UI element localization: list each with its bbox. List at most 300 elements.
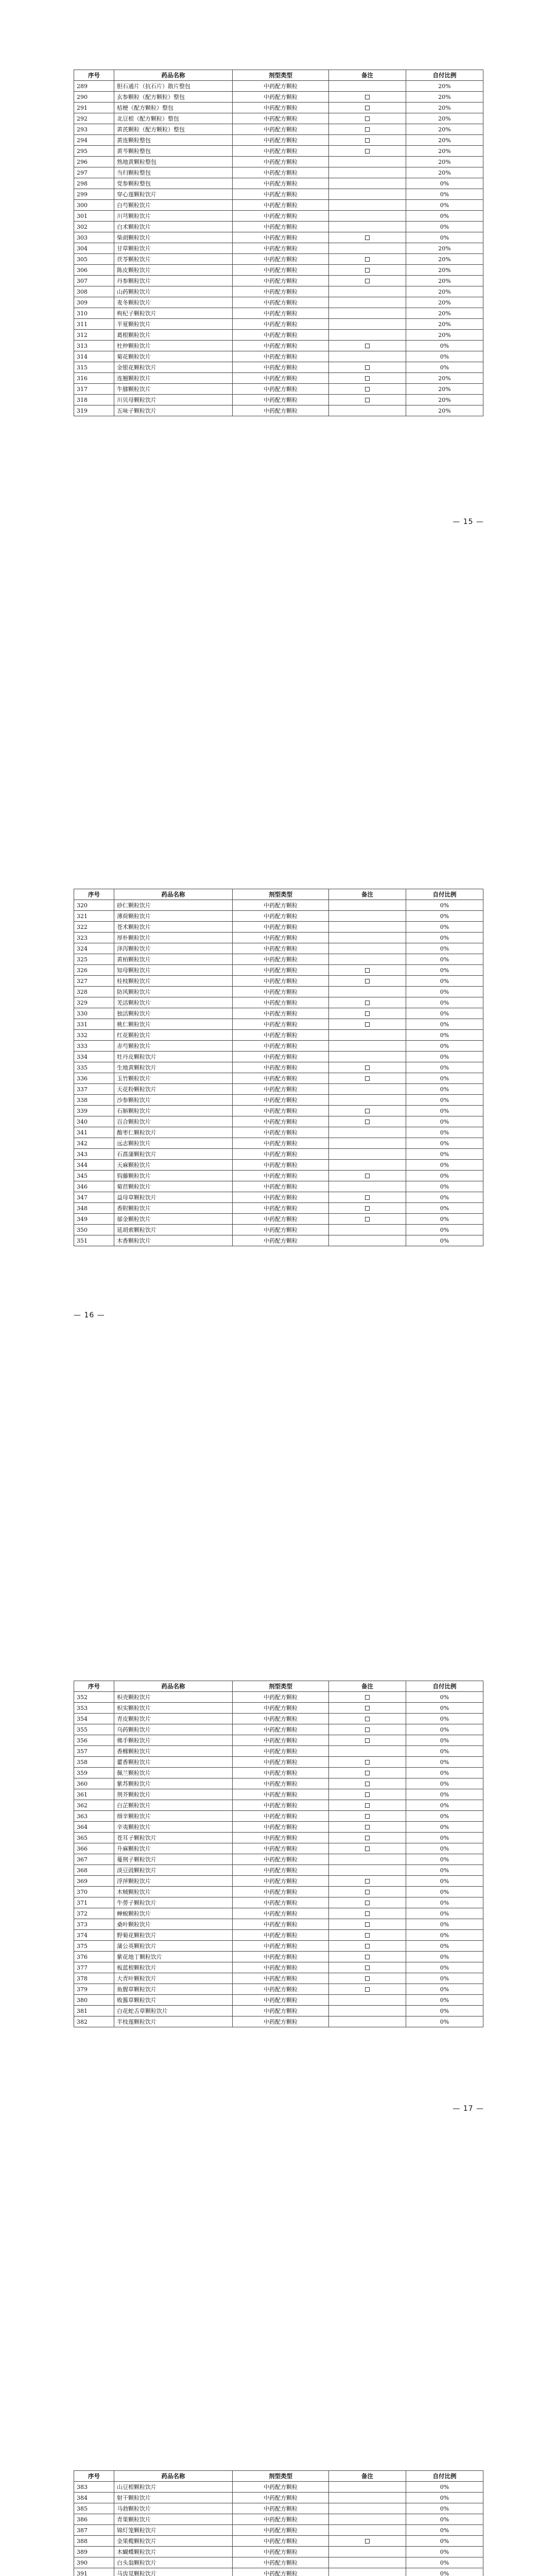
note-cell [329, 965, 406, 976]
drug-type-cell: 中药配方颗粒 [233, 997, 329, 1008]
copay-ratio-cell: 0% [406, 2006, 483, 2016]
drug-type-cell: 中药配方颗粒 [233, 232, 329, 243]
note-cell [329, 1041, 406, 1052]
drug-type-cell: 中药配方颗粒 [233, 1062, 329, 1073]
drug-name-cell: 板蓝根颗粒饮片 [114, 1962, 233, 1973]
drug-name-cell: 乌药颗粒饮片 [114, 1724, 233, 1735]
copay-ratio-cell: 0% [406, 2503, 483, 2514]
drug-type-cell: 中药配方颗粒 [233, 1876, 329, 1887]
row-number-cell: 326 [74, 965, 114, 976]
row-number-cell: 294 [74, 135, 114, 146]
note-cell [329, 1714, 406, 1724]
copay-ratio-cell: 0% [406, 2568, 483, 2576]
drug-type-cell: 中药配方颗粒 [233, 1030, 329, 1041]
table-row [74, 1865, 483, 1876]
table-row [74, 1149, 483, 1160]
row-number-cell: 298 [74, 178, 114, 189]
drug-name-cell: 金银花颗粒饮片 [114, 362, 233, 373]
checkbox-icon [365, 1922, 370, 1927]
note-cell [329, 1214, 406, 1225]
drug-name-cell: 玄参颗粒（配方颗粒）整包 [114, 92, 233, 103]
table-row [74, 232, 483, 243]
note-cell [329, 1019, 406, 1030]
drug-name-cell: 藿香颗粒饮片 [114, 1757, 233, 1768]
copay-ratio-cell: 20% [406, 373, 483, 384]
copay-ratio-cell: 0% [406, 211, 483, 222]
page-number: — 15 — [453, 518, 484, 526]
note-cell [329, 1181, 406, 1192]
row-number-cell: 337 [74, 1084, 114, 1095]
drug-name-cell: 郁金颗粒饮片 [114, 1214, 233, 1225]
drug-type-cell: 中药配方颗粒 [233, 1984, 329, 1995]
checkbox-icon [365, 387, 370, 392]
drug-name-cell: 荆芥颗粒饮片 [114, 1789, 233, 1800]
drug-name-cell: 茯苓颗粒饮片 [114, 254, 233, 265]
checkbox-icon [365, 95, 370, 99]
table-row [74, 911, 483, 922]
row-number-cell: 346 [74, 1181, 114, 1192]
checkbox-icon [365, 127, 370, 132]
copay-ratio-cell: 20% [406, 319, 483, 330]
drug-name-cell: 泽泻颗粒饮片 [114, 943, 233, 954]
drug-type-cell: 中药配方颗粒 [233, 1703, 329, 1714]
column-header: 序号 [74, 1681, 114, 1692]
note-cell [329, 1908, 406, 1919]
drug-type-cell: 中药配方颗粒 [233, 222, 329, 232]
note-cell [329, 1073, 406, 1084]
table-row [74, 1897, 483, 1908]
copay-ratio-cell: 0% [406, 1008, 483, 1019]
drug-name-cell: 浮萍颗粒饮片 [114, 1876, 233, 1887]
checkbox-icon [365, 106, 370, 110]
column-header: 剂型类型 [233, 2471, 329, 2482]
drug-name-cell: 败酱草颗粒饮片 [114, 1995, 233, 2006]
copay-ratio-cell: 20% [406, 167, 483, 178]
row-number-cell: 295 [74, 146, 114, 157]
note-cell [329, 1887, 406, 1897]
drug-name-cell: 香橼颗粒饮片 [114, 1746, 233, 1757]
copay-ratio-cell: 20% [406, 308, 483, 319]
drug-type-cell: 中药配方颗粒 [233, 81, 329, 92]
checkbox-icon [365, 1022, 370, 1027]
table-row [74, 1171, 483, 1181]
drug-type-cell: 中药配方颗粒 [233, 1181, 329, 1192]
drug-type-cell: 中药配方颗粒 [233, 1746, 329, 1757]
copay-ratio-cell: 0% [406, 1919, 483, 1930]
table-row [74, 1030, 483, 1041]
copay-ratio-cell: 0% [406, 987, 483, 997]
note-cell [329, 1746, 406, 1757]
note-cell [329, 1941, 406, 1952]
table-body [74, 81, 483, 416]
copay-ratio-cell: 0% [406, 2493, 483, 2503]
drug-type-cell: 中药配方颗粒 [233, 297, 329, 308]
note-cell [329, 1897, 406, 1908]
table-row [74, 1052, 483, 1062]
table-row [74, 351, 483, 362]
table-row [74, 1127, 483, 1138]
table-row [74, 1192, 483, 1203]
copay-ratio-cell: 0% [406, 965, 483, 976]
drug-name-cell: 白头翁颗粒饮片 [114, 2557, 233, 2568]
copay-ratio-cell: 0% [406, 933, 483, 943]
drug-name-cell: 菊花颗粒饮片 [114, 351, 233, 362]
checkbox-icon [365, 1846, 370, 1851]
table-row [74, 1095, 483, 1106]
row-number-cell: 335 [74, 1062, 114, 1073]
table-row [74, 124, 483, 135]
table-row [74, 1225, 483, 1235]
table-row [74, 1854, 483, 1865]
drug-name-cell: 苍耳子颗粒饮片 [114, 1833, 233, 1843]
drug-name-cell: 马勃颗粒饮片 [114, 2503, 233, 2514]
checkbox-icon [365, 1965, 370, 1970]
copay-ratio-cell: 0% [406, 1138, 483, 1149]
column-header: 药品名称 [114, 2471, 233, 2482]
copay-ratio-cell: 0% [406, 1030, 483, 1041]
note-cell [329, 1192, 406, 1203]
note-cell [329, 1876, 406, 1887]
drug-type-cell: 中药配方颗粒 [233, 1757, 329, 1768]
copay-ratio-cell: 0% [406, 943, 483, 954]
table-row [74, 1073, 483, 1084]
checkbox-icon [365, 979, 370, 984]
table-body [74, 2482, 483, 2576]
note-cell [329, 319, 406, 330]
copay-ratio-cell: 20% [406, 286, 483, 297]
drug-name-cell: 丹参颗粒饮片 [114, 276, 233, 286]
copay-ratio-cell: 0% [406, 1203, 483, 1214]
table-row [74, 167, 483, 178]
drug-type-cell: 中药配方颗粒 [233, 178, 329, 189]
table-row [74, 330, 483, 341]
drug-name-cell: 天花粉颗粒饮片 [114, 1084, 233, 1095]
drug-type-cell: 中药配方颗粒 [233, 1160, 329, 1171]
note-cell [329, 1235, 406, 1246]
copay-ratio-cell: 0% [406, 1930, 483, 1941]
copay-ratio-cell: 0% [406, 900, 483, 911]
checkbox-icon [365, 279, 370, 283]
drug-type-cell: 中药配方颗粒 [233, 2016, 329, 2027]
note-cell [329, 1930, 406, 1941]
row-number-cell: 381 [74, 2006, 114, 2016]
table-row [74, 1833, 483, 1843]
drug-name-cell: 益母草颗粒饮片 [114, 1192, 233, 1203]
copay-ratio-cell: 0% [406, 1041, 483, 1052]
drug-type-cell: 中药配方颗粒 [233, 1095, 329, 1106]
table-row [74, 1714, 483, 1724]
note-cell [329, 103, 406, 113]
column-header: 备注 [329, 2471, 406, 2482]
checkbox-icon [365, 1955, 370, 1959]
row-number-cell: 328 [74, 987, 114, 997]
table-row [74, 1703, 483, 1714]
drug-type-cell: 中药配方颗粒 [233, 211, 329, 222]
note-cell [329, 1800, 406, 1811]
table-row [74, 373, 483, 384]
drug-name-cell: 白花蛇舌草颗粒饮片 [114, 2006, 233, 2016]
row-number-cell: 351 [74, 1235, 114, 1246]
drug-name-cell: 红花颗粒饮片 [114, 1030, 233, 1041]
drug-name-cell: 甘草颗粒饮片 [114, 243, 233, 254]
checkbox-icon [365, 1065, 370, 1070]
drug-table [74, 889, 483, 1246]
copay-ratio-cell: 0% [406, 1052, 483, 1062]
drug-type-cell: 中药配方颗粒 [233, 922, 329, 933]
checkbox-icon [365, 1195, 370, 1200]
copay-ratio-cell: 0% [406, 1789, 483, 1800]
row-number-cell: 382 [74, 2016, 114, 2027]
drug-type-cell: 中药配方颗粒 [233, 1789, 329, 1800]
copay-ratio-cell: 0% [406, 2557, 483, 2568]
note-cell [329, 1778, 406, 1789]
drug-type-cell: 中药配方颗粒 [233, 1106, 329, 1116]
table-row [74, 1160, 483, 1171]
table-row [74, 157, 483, 167]
table-row [74, 1768, 483, 1778]
drug-name-cell: 佩兰颗粒饮片 [114, 1768, 233, 1778]
table-row [74, 1843, 483, 1854]
note-cell [329, 1008, 406, 1019]
table-row [74, 1041, 483, 1052]
copay-ratio-cell: 0% [406, 1735, 483, 1746]
drug-type-cell: 中药配方颗粒 [233, 1897, 329, 1908]
row-number-cell: 301 [74, 211, 114, 222]
table-row [74, 395, 483, 405]
row-number-cell: 307 [74, 276, 114, 286]
drug-name-cell: 石菖蒲颗粒饮片 [114, 1149, 233, 1160]
drug-type-cell: 中药配方颗粒 [233, 1084, 329, 1095]
row-number-cell: 303 [74, 232, 114, 243]
table-row [74, 2493, 483, 2503]
row-number-cell: 384 [74, 2493, 114, 2503]
copay-ratio-cell: 20% [406, 265, 483, 276]
checkbox-icon [365, 365, 370, 370]
copay-ratio-cell: 0% [406, 1887, 483, 1897]
table-row [74, 178, 483, 189]
drug-type-cell: 中药配方颗粒 [233, 167, 329, 178]
copay-ratio-cell: 0% [406, 178, 483, 189]
drug-name-cell: 黄芪颗粒（配方颗粒）整包 [114, 124, 233, 135]
drug-table [74, 70, 483, 416]
drug-type-cell: 中药配方颗粒 [233, 189, 329, 200]
checkbox-icon [365, 116, 370, 121]
row-number-cell: 318 [74, 395, 114, 405]
note-cell [329, 2482, 406, 2493]
copay-ratio-cell: 0% [406, 1995, 483, 2006]
row-number-cell: 299 [74, 189, 114, 200]
note-cell [329, 362, 406, 373]
drug-name-cell: 枳实颗粒饮片 [114, 1703, 233, 1714]
note-cell [329, 2006, 406, 2016]
row-number-cell: 365 [74, 1833, 114, 1843]
copay-ratio-cell: 0% [406, 1822, 483, 1833]
row-number-cell: 293 [74, 124, 114, 135]
row-number-cell: 290 [74, 92, 114, 103]
drug-type-cell: 中药配方颗粒 [233, 900, 329, 911]
row-number-cell: 391 [74, 2568, 114, 2576]
note-cell [329, 124, 406, 135]
note-cell [329, 395, 406, 405]
drug-name-cell: 紫苏颗粒饮片 [114, 1778, 233, 1789]
drug-name-cell: 佛手颗粒饮片 [114, 1735, 233, 1746]
table-row [74, 254, 483, 265]
copay-ratio-cell: 0% [406, 954, 483, 965]
copay-ratio-cell: 0% [406, 2536, 483, 2547]
checkbox-icon [365, 1001, 370, 1005]
drug-type-cell: 中药配方颗粒 [233, 1995, 329, 2006]
copay-ratio-cell: 0% [406, 1908, 483, 1919]
drug-type-cell: 中药配方颗粒 [233, 330, 329, 341]
note-cell [329, 911, 406, 922]
drug-type-cell: 中药配方颗粒 [233, 2557, 329, 2568]
drug-name-cell: 枳壳颗粒饮片 [114, 1692, 233, 1703]
column-header: 剂型类型 [233, 889, 329, 900]
row-number-cell: 338 [74, 1095, 114, 1106]
copay-ratio-cell: 0% [406, 1235, 483, 1246]
row-number-cell: 302 [74, 222, 114, 232]
column-header: 序号 [74, 2471, 114, 2482]
checkbox-icon [365, 1738, 370, 1743]
drug-type-cell: 中药配方颗粒 [233, 1811, 329, 1822]
drug-type-cell: 中药配方颗粒 [233, 1735, 329, 1746]
copay-ratio-cell: 20% [406, 124, 483, 135]
drug-type-cell: 中药配方颗粒 [233, 1908, 329, 1919]
drug-type-cell: 中药配方颗粒 [233, 1019, 329, 1030]
row-number-cell: 321 [74, 911, 114, 922]
note-cell [329, 1160, 406, 1171]
copay-ratio-cell: 0% [406, 1714, 483, 1724]
row-number-cell: 354 [74, 1714, 114, 1724]
table-row [74, 384, 483, 395]
row-number-cell: 344 [74, 1160, 114, 1171]
table-row [74, 189, 483, 200]
row-number-cell: 350 [74, 1225, 114, 1235]
table-row [74, 1941, 483, 1952]
drug-type-cell: 中药配方颗粒 [233, 1973, 329, 1984]
drug-type-cell: 中药配方颗粒 [233, 92, 329, 103]
copay-ratio-cell: 0% [406, 2525, 483, 2536]
copay-ratio-cell: 0% [406, 1149, 483, 1160]
note-cell [329, 373, 406, 384]
copay-ratio-cell: 0% [406, 1116, 483, 1127]
table-row [74, 922, 483, 933]
row-number-cell: 341 [74, 1127, 114, 1138]
checkbox-icon [365, 1814, 370, 1819]
row-number-cell: 311 [74, 319, 114, 330]
table-row [74, 1778, 483, 1789]
table-row [74, 2547, 483, 2557]
copay-ratio-cell: 0% [406, 1181, 483, 1192]
note-cell [329, 330, 406, 341]
note-cell [329, 1952, 406, 1962]
drug-type-cell: 中药配方颗粒 [233, 965, 329, 976]
table-row [74, 1106, 483, 1116]
table-row [74, 286, 483, 297]
drug-type-cell: 中药配方颗粒 [233, 373, 329, 384]
copay-ratio-cell: 20% [406, 330, 483, 341]
table-row [74, 2016, 483, 2027]
copay-ratio-cell: 20% [406, 81, 483, 92]
drug-type-cell: 中药配方颗粒 [233, 1127, 329, 1138]
note-cell [329, 211, 406, 222]
checkbox-icon [365, 235, 370, 240]
row-number-cell: 332 [74, 1030, 114, 1041]
table-row [74, 1952, 483, 1962]
drug-type-cell: 中药配方颗粒 [233, 319, 329, 330]
note-cell [329, 189, 406, 200]
checkbox-icon [365, 1706, 370, 1710]
table-row [74, 997, 483, 1008]
row-number-cell: 327 [74, 976, 114, 987]
checkbox-icon [365, 149, 370, 154]
drug-type-cell: 中药配方颗粒 [233, 1214, 329, 1225]
table-row [74, 222, 483, 232]
note-cell [329, 1854, 406, 1865]
table-row [74, 1203, 483, 1214]
drug-type-cell: 中药配方颗粒 [233, 351, 329, 362]
row-number-cell: 383 [74, 2482, 114, 2493]
checkbox-icon [365, 1011, 370, 1016]
copay-ratio-cell: 0% [406, 1778, 483, 1789]
checkbox-icon [365, 1076, 370, 1081]
note-cell [329, 933, 406, 943]
table-row [74, 900, 483, 911]
drug-type-cell: 中药配方颗粒 [233, 200, 329, 211]
drug-name-cell: 菊苣颗粒饮片 [114, 1181, 233, 1192]
row-number-cell: 296 [74, 157, 114, 167]
copay-ratio-cell: 0% [406, 1962, 483, 1973]
drug-name-cell: 马齿苋颗粒饮片 [114, 2568, 233, 2576]
row-number-cell: 322 [74, 922, 114, 933]
drug-name-cell: 牡丹皮颗粒饮片 [114, 1052, 233, 1062]
row-number-cell: 377 [74, 1962, 114, 1973]
table-row [74, 1757, 483, 1768]
drug-type-cell: 中药配方颗粒 [233, 1052, 329, 1062]
table-row [74, 81, 483, 92]
drug-name-cell: 生地黄颗粒饮片 [114, 1062, 233, 1073]
checkbox-icon [365, 1911, 370, 1916]
drug-name-cell: 牛蒡子颗粒饮片 [114, 1897, 233, 1908]
row-number-cell: 300 [74, 200, 114, 211]
checkbox-icon [365, 1174, 370, 1178]
drug-type-cell: 中药配方颗粒 [233, 308, 329, 319]
note-cell [329, 1084, 406, 1095]
row-number-cell: 323 [74, 933, 114, 943]
table-row [74, 954, 483, 965]
note-cell [329, 1833, 406, 1843]
table-row [74, 1214, 483, 1225]
copay-ratio-cell: 0% [406, 2016, 483, 2027]
checkbox-icon [365, 1976, 370, 1981]
column-header: 备注 [329, 70, 406, 81]
note-cell [329, 1757, 406, 1768]
copay-ratio-cell: 20% [406, 395, 483, 405]
drug-name-cell: 石斛颗粒饮片 [114, 1106, 233, 1116]
drug-name-cell: 白芷颗粒饮片 [114, 1800, 233, 1811]
table-row [74, 135, 483, 146]
copay-ratio-cell: 0% [406, 1214, 483, 1225]
table-row [74, 1138, 483, 1149]
drug-type-cell: 中药配方颗粒 [233, 254, 329, 265]
drug-name-cell: 穿心莲颗粒饮片 [114, 189, 233, 200]
copay-ratio-cell: 0% [406, 1973, 483, 1984]
drug-name-cell: 熟地黄颗粒整包 [114, 157, 233, 167]
checkbox-icon [365, 1933, 370, 1938]
drug-name-cell: 陈皮颗粒饮片 [114, 265, 233, 276]
note-cell [329, 167, 406, 178]
note-cell [329, 135, 406, 146]
